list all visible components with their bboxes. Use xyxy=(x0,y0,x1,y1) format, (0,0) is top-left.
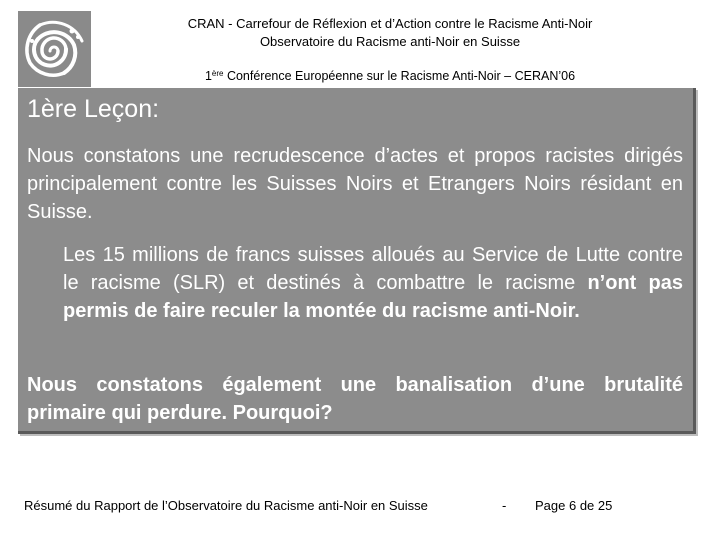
lesson-title: 1ère Leçon: xyxy=(27,95,160,123)
paragraph-recrudescence: Nous constatons une recrudescence d’actes et propos racistes dirigés principalement contre les Suisses Noirs et Etrangers Noirs résidant en Suisse. xyxy=(27,145,683,223)
paragraph-banalisation: Nous constatons également une banalisation d’une brutalité primaire qui perdure. Pourquoi? xyxy=(27,374,683,424)
footer-page-number: Page 6 de 25 xyxy=(535,498,613,513)
conference-ordinal: ère xyxy=(211,69,224,78)
spiral-logo-icon xyxy=(18,11,91,87)
footer-report-title: Résumé du Rapport de l’Observatoire du Racisme anti-Noir en Suisse xyxy=(24,498,428,513)
content-panel xyxy=(18,88,696,434)
footer-separator: - xyxy=(502,498,507,513)
header-organization: CRAN - Carrefour de Réflexion et d’Action contre le Racisme Anti-Noir xyxy=(187,16,593,31)
header-conference xyxy=(100,68,680,84)
cran-logo xyxy=(18,11,91,87)
conference-title: Conférence Européenne sur le Racisme Anti-Noir – CERAN’06 xyxy=(223,69,576,83)
paragraph-slr-funds xyxy=(63,241,683,325)
conference-number: 1 xyxy=(204,69,212,83)
slr-funds-conclusion: n’ont pas permis de faire reculer la montée du racisme anti-Noir. xyxy=(63,272,684,322)
header-observatory: Observatoire du Racisme anti-Noir en Suisse xyxy=(259,34,521,49)
slr-funds-text: Les 15 millions de francs suisses alloués au Service de Lutte contre le racisme (SLR) et destinés à combattre le racisme xyxy=(63,244,683,294)
